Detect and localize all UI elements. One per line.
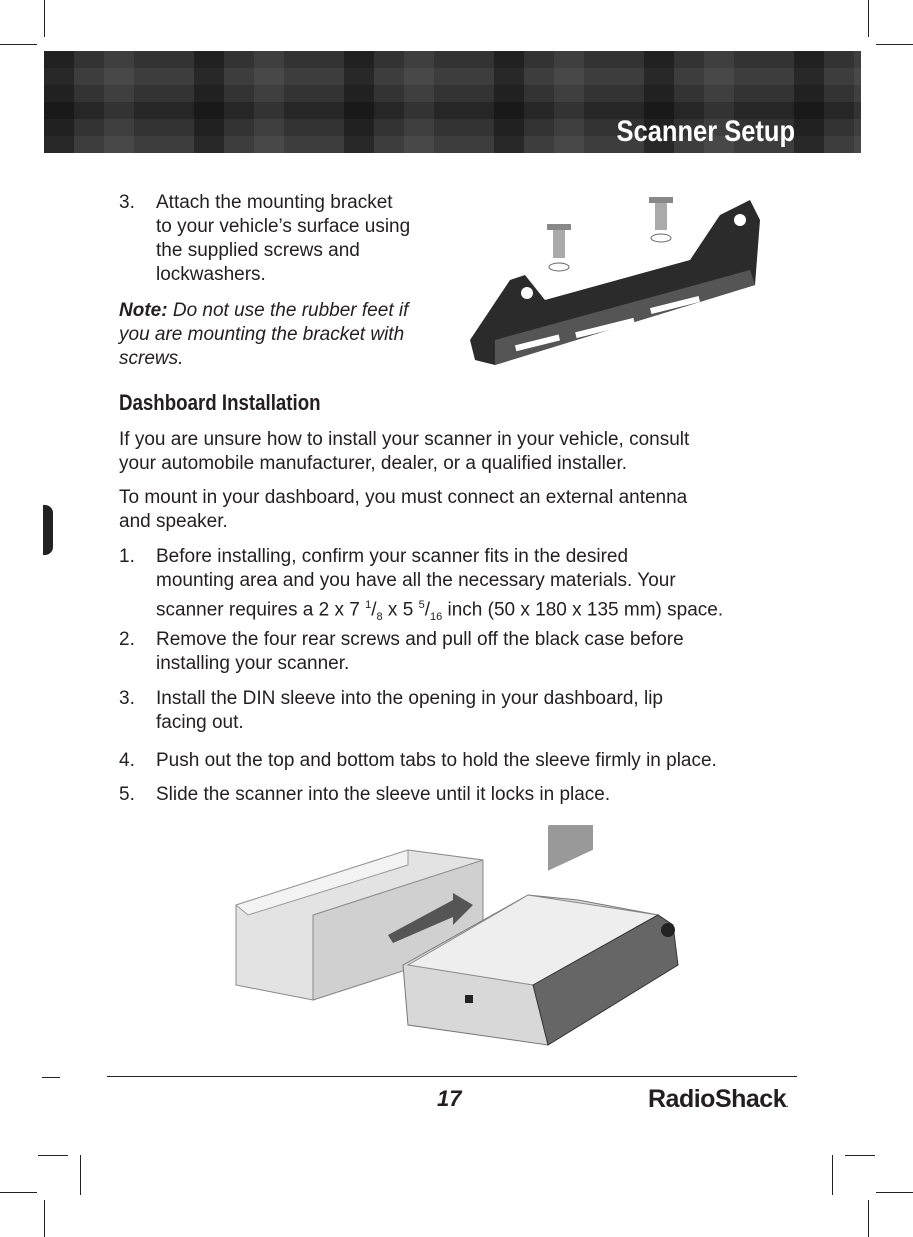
thumb-tab [43, 505, 53, 555]
step-number: 1. [119, 546, 135, 567]
footer-divider [107, 1076, 797, 1077]
text-line: your automobile manufacturer, dealer, or a qualified installer. [119, 453, 628, 474]
step-number: 3. [119, 192, 135, 213]
step-number: 4. [119, 750, 135, 771]
fraction-num: 5 [418, 599, 425, 611]
text-line: scanner requires a 2 x 7 $^1/_8$ x 5 $^5/_{16}$ inch (50 x 180 x 135 mm) space. [156, 599, 724, 624]
radioshack-logo [648, 1085, 788, 1114]
text-line: Remove the four rear screws and pull off the black case before [156, 629, 684, 650]
crop-mark [0, 1192, 37, 1193]
step-text [156, 545, 723, 629]
text: inch (50 x 180 x 135 mm) space. [442, 599, 724, 621]
text-line: If you are unsure how to install your scanner in your vehicle, consult [119, 429, 690, 450]
crop-mark [80, 1155, 81, 1195]
crop-mark [876, 44, 913, 45]
crop-mark [38, 1155, 68, 1156]
text-line: Attach the mounting bracket [156, 192, 393, 213]
paragraph [119, 428, 689, 476]
paragraph [119, 486, 687, 534]
text-line: Install the DIN sleeve into the opening in your dashboard, lip [156, 688, 663, 709]
step-text [156, 783, 610, 807]
crop-mark [0, 44, 37, 45]
text-line: mounting area and you have all the necessary materials. Your [156, 570, 676, 591]
step-number: 5. [119, 784, 135, 805]
crop-mark [868, 0, 869, 37]
step-text [156, 749, 717, 773]
text-line: Do not use the rubber feet if [172, 300, 409, 321]
text-line: and speaker. [119, 511, 228, 532]
crop-mark [44, 0, 45, 37]
text: scanner requires a 2 x 7 [156, 599, 366, 621]
brand-name: RadioShack [648, 1085, 787, 1113]
text-line: you are mounting the bracket with [119, 324, 405, 345]
crop-mark [868, 1200, 869, 1237]
crop-mark [44, 1200, 45, 1237]
text-line: to your vehicle’s surface using [156, 216, 411, 237]
text-line: screws. [119, 348, 184, 369]
text-line: installing your scanner. [156, 653, 350, 674]
crop-mark [42, 1077, 60, 1078]
note-label: Note: [119, 300, 168, 321]
page-number: 17 [437, 1086, 462, 1111]
step-text [156, 191, 410, 287]
text-line: To mount in your dashboard, you must connect an external antenna [119, 487, 688, 508]
text-line: lockwashers. [156, 264, 266, 285]
fraction-den: 16 [429, 611, 443, 624]
crop-mark [876, 1192, 913, 1193]
text-line: facing out. [156, 712, 244, 733]
step-number: 2. [119, 629, 135, 650]
step-text [156, 628, 684, 676]
mounting-bracket-illustration [465, 190, 765, 375]
text-line: Before installing, confirm your scanner fits in the desired [156, 546, 629, 567]
text-line: Push out the top and bottom tabs to hold the sleeve firmly in place. [156, 750, 717, 771]
note [119, 299, 408, 371]
step-text [156, 687, 663, 735]
section-heading: Dashboard Installation [119, 390, 321, 415]
fraction-num: 1 [365, 599, 372, 611]
fraction-den: 8 [376, 611, 383, 624]
header-banner [44, 51, 861, 153]
din-sleeve-scanner-illustration [228, 825, 698, 1055]
text-line: the supplied screws and [156, 240, 360, 261]
crop-mark [845, 1155, 875, 1156]
step-number: 3. [119, 688, 135, 709]
crop-mark [832, 1155, 833, 1195]
brand-mark: . [786, 1100, 788, 1109]
text: x 5 [382, 599, 419, 621]
page-section-title: Scanner Setup [616, 115, 795, 148]
text-line: Slide the scanner into the sleeve until it locks in place. [156, 784, 611, 805]
